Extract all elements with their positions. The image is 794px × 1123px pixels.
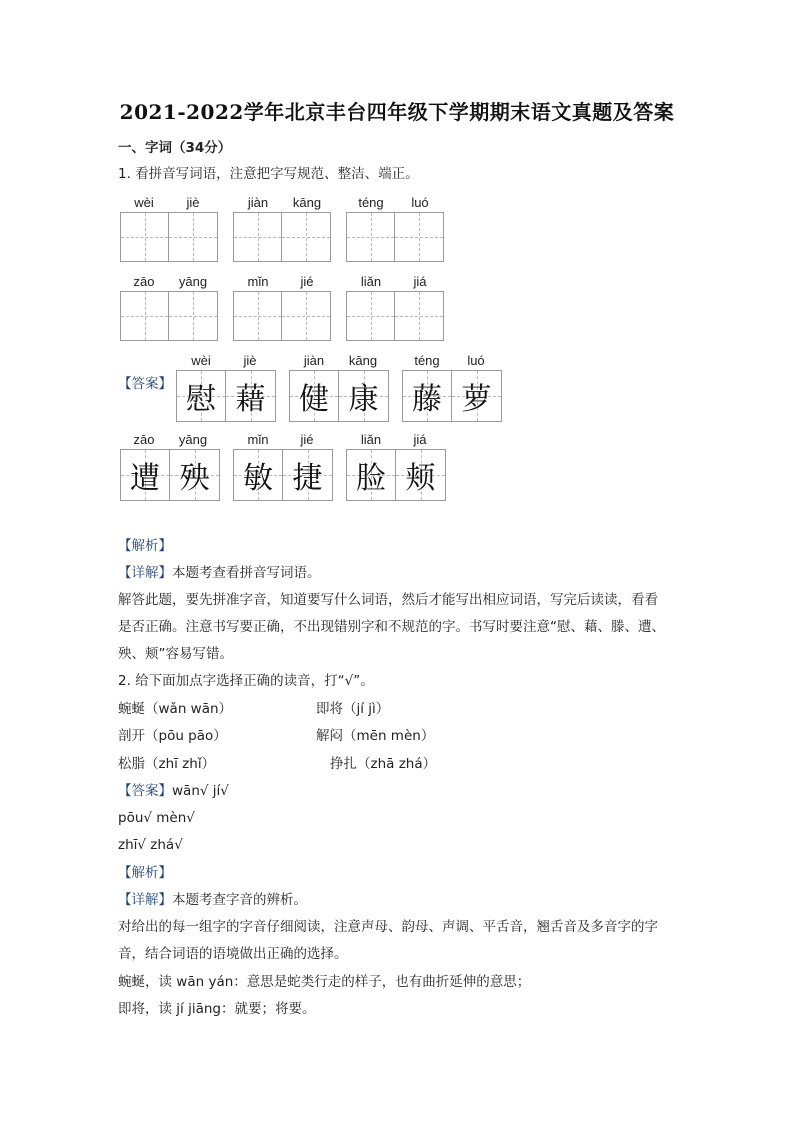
explain-line: 蜿蜒，读 wān yán：意思是蛇类行走的样子，也有曲折延伸的意思； [118,974,531,990]
explain-line: 音，结合词语的语境做出正确的选择。 [118,946,348,962]
writing-grid[interactable] [233,291,331,341]
answer-grid [402,370,502,422]
analysis-tag: 【解析】 [118,865,172,881]
explain-line: 对给出的每一组字的字音仔细阅读，注意声母、韵母、声调、平舌音，翘舌音及多音字的字 [118,919,658,935]
answer-grid [120,449,220,501]
detail-text: 本题考查看拼音写词语。 [172,565,321,581]
answer-char: 康 [348,382,379,417]
section-heading: 一、字词（34分） [118,140,232,156]
answer-char: 遭 [130,461,160,496]
answer-char: 颊 [405,461,436,496]
writing-grid[interactable] [346,291,444,341]
pinyin-label: mǐn [247,274,269,289]
analysis-tag: 【解析】 [118,538,172,554]
detail-line [118,563,321,583]
pinyin-label: liǎn [360,274,382,289]
answer-text: zhī√ zhá√ [118,837,183,853]
pinyin-label: jiàn [303,353,325,368]
pronunciation-option[interactable]: 挣扎（zhā zhá） [330,756,437,772]
pinyin-label: jiá [413,432,427,447]
answer-line [118,781,229,801]
pinyin-label: luó [411,195,429,210]
writing-grid[interactable] [120,212,218,262]
pinyin-label: jié [300,432,314,447]
question-1-prompt: 1. 看拼音写词语，注意把字写规范、整洁、端正。 [118,166,419,182]
pinyin-label: jiè [243,353,257,368]
explain-line: 解答此题，要先拼准字音，知道要写什么词语，然后才能写出相应词语，写完后读读，看看 [118,592,658,608]
question-2-prompt: 2. 给下面加点字选择正确的读音，打“√”。 [118,673,374,689]
answer-char: 殃 [179,461,210,496]
pinyin-label: jiè [186,195,200,210]
pronunciation-option[interactable]: 蜿蜒（wǎn wān） [118,701,233,717]
answer-char: 健 [299,382,329,417]
pinyin-label: kāng [292,195,322,210]
writing-grid[interactable] [120,291,218,341]
answer-grid [346,449,446,501]
pinyin-label: jié [300,274,314,289]
pronunciation-option[interactable]: 即将（jí jì） [316,701,390,717]
answer-text: pōu√ mèn√ [118,810,195,826]
pronunciation-option[interactable]: 松脂（zhī zhǐ） [118,756,216,772]
detail-tag: 【详解】 [118,892,172,908]
explain-line: 殃、颊”容易写错。 [118,646,233,662]
page-title: 2021-2022学年北京丰台四年级下学期期末语文真题及答案 [119,100,675,124]
pinyin-label: wèi [134,195,154,210]
answer-char: 藉 [235,382,266,417]
pinyin-label: jiàn [247,195,269,210]
pinyin-label: mǐn [247,432,269,447]
pinyin-label: luó [467,353,485,368]
pronunciation-option[interactable]: 解闷（mēn mèn） [316,728,435,744]
answer-tag: 【答案】 [118,783,172,799]
writing-grid[interactable] [233,212,331,262]
pinyin-label: zāo [133,274,155,289]
pinyin-label: téng [358,195,384,210]
detail-text: 本题考查字音的辨析。 [172,892,307,908]
pinyin-label: téng [414,353,440,368]
answer-grid [289,370,389,422]
pinyin-label: zāo [133,432,155,447]
answer-char: 慰 [186,382,216,417]
answer-grid [176,370,276,422]
pinyin-label: liǎn [360,432,382,447]
answer-char: 捷 [292,461,323,496]
pinyin-label: yāng [178,274,208,289]
answer-char: 敏 [243,461,273,496]
answer-char: 脸 [356,461,386,496]
detail-line [118,890,307,910]
detail-tag: 【详解】 [118,565,172,581]
pinyin-label: yāng [178,432,208,447]
answer-tag: 【答案】 [118,376,172,392]
pinyin-label: kāng [348,353,378,368]
answer-grid [233,449,333,501]
pronunciation-option[interactable]: 剖开（pōu pāo） [118,728,227,744]
writing-grid[interactable] [346,212,444,262]
answer-char: 藤 [412,382,442,417]
answer-text: wān√ jí√ [172,783,229,799]
pinyin-label: wèi [191,353,211,368]
explain-line: 即将，读 jí jiāng：就要；将要。 [118,1001,316,1017]
pinyin-label: jiá [413,274,427,289]
explain-line: 是否正确。注意书写要正确，不出现错别字和不规范的字。书写时要注意“慰、藉、滕、遭、 [118,619,665,635]
answer-char: 萝 [461,382,492,417]
